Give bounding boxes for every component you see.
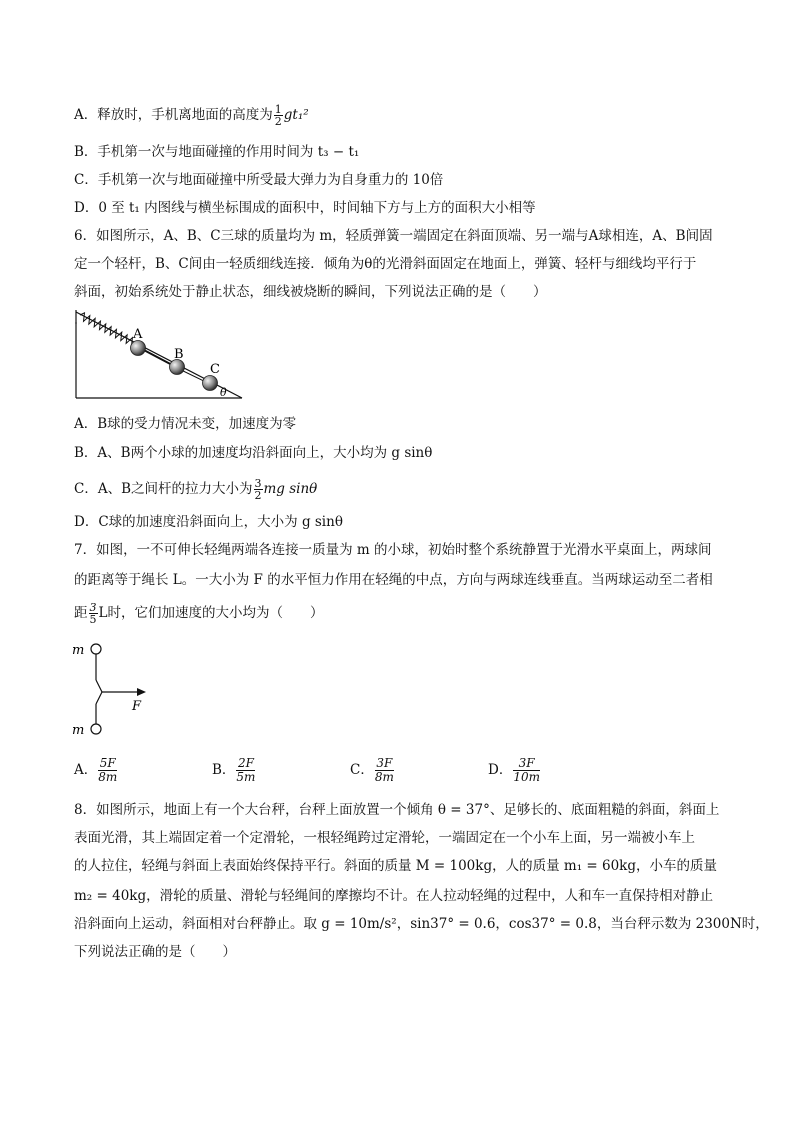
q7-option-b[interactable]: B． $\frac{2F}{5m}$ [212,756,256,784]
q8-line-5: 沿斜面向上运动，斜面相对台秤静止。取 g = 10m/s²，sin37° = 0.6，cos37° = 0.8，当台秤示数为 2300N时， [74,916,769,932]
spring [78,311,138,347]
fraction: $\frac{3F}{10m}$ [513,756,540,784]
ball-bottom [91,724,101,734]
fraction: $\frac{3F}{8m}$ [374,756,394,784]
q6-option-d[interactable]: D．C球的加速度沿斜面向上，大小为 g sinθ [74,514,343,530]
q6-option-a[interactable]: A．B球的受力情况未变，加速度为零 [74,416,297,432]
q7-stem-line-1: 7．如图，一不可伸长轻绳两端各连接一质量为 m 的小球，初始时整个系统静置于光滑水平桌面上，两球间 [74,542,712,558]
q8-line-3: 的人拉住，轻绳与斜面上表面始终保持平行。斜面的质量 M = 100kg，人的质量 m₁ = 60kg，小车的质量 [74,858,717,874]
q7-option-a[interactable]: A． $\frac{5F}{8m}$ [74,756,118,784]
q7-stem-line-3: 距 $\frac{3}{5}$ L时，它们加速度的大小均为（ ） [74,601,324,626]
q6-stem-line-2: 定一个轻杆，B、C间由一轻质细线连接．倾角为θ的光滑斜面固定在地面上，弹簧、轻杆与细线均平行于 [74,256,697,272]
label-m-bottom: m [72,723,85,738]
q7-option-c[interactable]: C． $\frac{3F}{8m}$ [350,756,394,784]
q7-option-d[interactable]: D． $\frac{3F}{10m}$ [488,756,540,784]
ball-c [203,376,218,391]
q6-option-c[interactable]: C．A、B之间杆的拉力大小为 $\frac{3}{2}$ mg sinθ [74,477,318,502]
q5-option-a[interactable]: A．释放时，手机离地面的高度为 $\frac{1}{2}$ gt₁² [74,103,309,128]
q7-rope-figure [70,640,160,740]
q6-stem-line-1: 6．如图所示，A、B、C三球的质量均为 m，轻质弹簧一端固定在斜面顶端、另一端与A球相连，A、B间固 [74,228,713,244]
q6-incline-figure [70,304,250,404]
q7-options [74,750,734,790]
label-a: A [133,327,143,342]
label-b: B [174,347,184,362]
q7-stem-line-2: 的距离等于绳长 L。一大小为 F 的水平恒力作用在轻绳的中点，方向与两球连线垂直。当两球运动至二者相 [74,572,713,588]
label-theta: θ [220,386,227,399]
label-m-top: m [72,643,85,658]
q5-option-c[interactable]: C．手机第一次与地面碰撞中所受最大弹力为自身重力的 10倍 [74,172,444,188]
q5-option-b[interactable]: B．手机第一次与地面碰撞的作用时间为 t₃ − t₁ [74,144,360,160]
q8-line-6: 下列说法正确的是（ ） [74,944,236,960]
ball-a [131,341,146,356]
q8-line-1: 8．如图所示，地面上有一个大台秤，台秤上面放置一个倾角 θ = 37°、足够长的、底面粗糙的斜面，斜面上 [74,802,720,818]
q8-line-4: m₂ = 40kg，滑轮的质量、滑轮与轻绳间的摩擦均不计。在人拉动轻绳的过程中，人和车一直保持相对静止 [74,888,714,904]
fraction: $\frac{1}{2}$ [274,103,282,128]
q6-option-b[interactable]: B．A、B两个小球的加速度均沿斜面向上，大小均为 g sinθ [74,445,433,461]
fraction: $\frac{5F}{8m}$ [98,756,118,784]
label-c: C [210,362,220,377]
fraction: $\frac{2F}{5m}$ [236,756,256,784]
fraction: $\frac{3}{5}$ [89,601,97,626]
q5-option-d[interactable]: D．0 至 t₁ 内图线与横坐标围成的面积中，时间轴下方与上方的面积大小相等 [74,200,536,216]
ball-top [91,644,101,654]
q6-stem-line-3: 斜面，初始系统处于静止状态，细线被烧断的瞬间，下列说法正确的是（ ） [74,284,547,300]
q8-line-2: 表面光滑，其上端固定着一个定滑轮，一根轻绳跨过定滑轮，一端固定在一个小车上面，另一端被小车上 [74,830,695,846]
label-f: F [132,699,142,714]
fraction: $\frac{3}{2}$ [254,477,262,502]
